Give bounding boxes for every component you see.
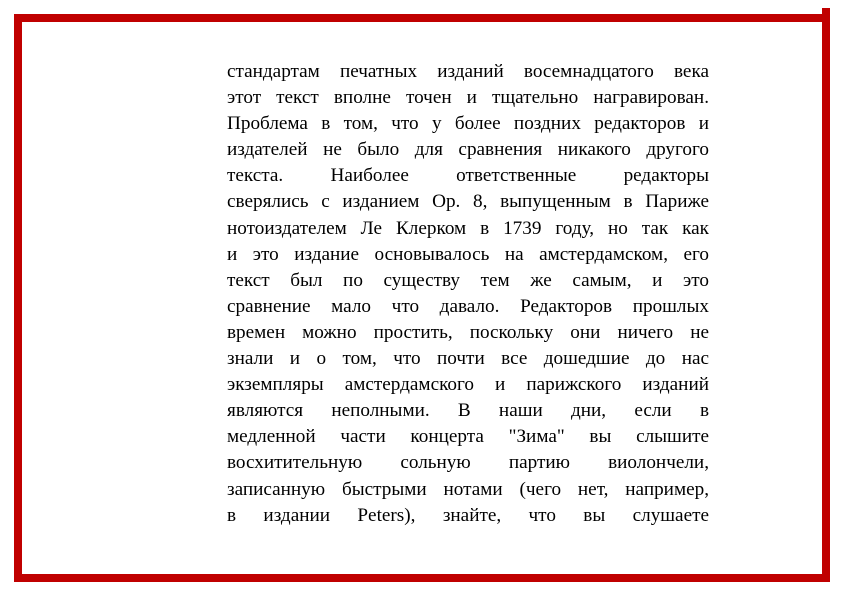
body-text [227, 59, 709, 529]
text-line: в издании Peters), знайте, что вы слушаете [227, 504, 709, 526]
text-line: стандартам печатных изданий восемнадцатого века [227, 61, 709, 82]
text-line: восхитительную сольную партию виолончели, [227, 452, 709, 474]
text-line: медленной части концерта "Зима" вы слышите [227, 426, 709, 448]
text-line: издателей не было для сравнения никакого другого [227, 139, 709, 161]
text-line: Проблема в том, что у более поздних редакторов и [227, 113, 709, 135]
text-line: записанную быстрыми нотами (чего нет, например, [227, 478, 709, 500]
text-line: времен можно простить, поскольку они ничего не [227, 321, 709, 343]
text-line: являются неполными. В наши дни, если в [227, 400, 709, 422]
text-line: сверялись с изданием Op. 8, выпущенным в Париже [227, 191, 709, 213]
text-line: нотоиздателем Ле Клерком в 1739 году, но так как [227, 217, 709, 239]
text-line: знали и о том, что почти все дошедшие до нас [227, 348, 709, 370]
text-line: сравнение мало что давало. Редакторов прошлых [227, 295, 709, 317]
text-line: и это издание основывалось на амстердамском, его [227, 243, 709, 265]
text-line: экземпляры амстердамского и парижского изданий [227, 374, 709, 396]
text-line: текст был по существу тем же самым, и это [227, 269, 709, 291]
text-line: текста. Наиболее ответственные редакторы [227, 165, 709, 187]
text-line: этот текст вполне точен и тщательно награвирован. [227, 87, 709, 109]
